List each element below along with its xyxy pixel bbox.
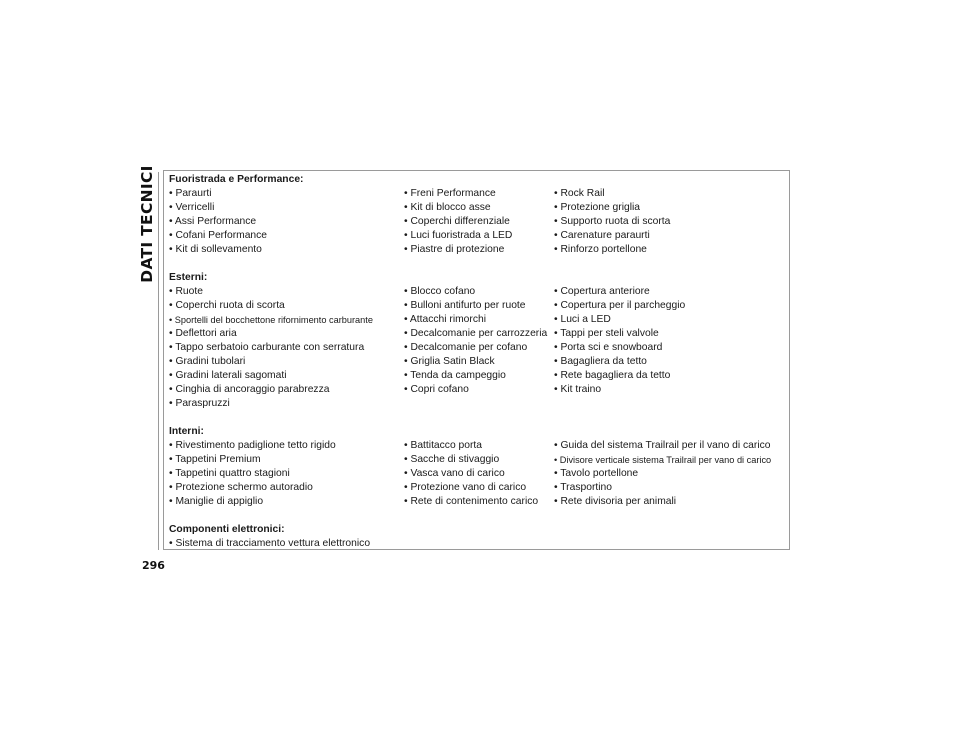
list-item: • Piastre di protezione <box>404 244 505 255</box>
accessories-box <box>163 170 790 550</box>
list-item: • Protezione schermo autoradio <box>169 482 313 493</box>
list-row <box>169 341 785 355</box>
list-item: • Tavolo portellone <box>554 468 639 479</box>
list-item: • Tenda da campeggio <box>404 370 506 381</box>
list-item: • Kit di sollevamento <box>169 244 262 255</box>
list-item: • Sportelli del bocchettone rifornimento carburante <box>169 315 373 325</box>
list-row <box>169 383 785 397</box>
list-item: • Tappetini Premium <box>169 454 261 465</box>
list-item: • Paraspruzzi <box>169 398 230 409</box>
list-item: • Decalcomanie per carrozzeria <box>404 328 548 339</box>
list-row <box>169 327 785 341</box>
section-title: Interni: <box>169 426 204 437</box>
page-number: 296 <box>142 559 165 572</box>
list-row <box>169 215 785 229</box>
list-item: • Deflettori aria <box>169 328 237 339</box>
list-item: • Verricelli <box>169 202 215 213</box>
list-item: • Vasca vano di carico <box>404 468 505 479</box>
list-item: • Decalcomanie per cofano <box>404 342 528 353</box>
list-row <box>169 313 785 327</box>
side-divider <box>158 172 159 550</box>
section-fuoristrada-e-performance <box>169 173 785 257</box>
section-side-tab <box>138 165 156 283</box>
list-item: • Tappi per steli valvole <box>554 328 659 339</box>
list-item: • Tappetini quattro stagioni <box>169 468 290 479</box>
section-title: Esterni: <box>169 272 208 283</box>
section-esterni <box>169 271 785 411</box>
list-item: • Luci a LED <box>554 314 611 325</box>
list-item: • Cofani Performance <box>169 230 268 241</box>
list-row <box>169 201 785 215</box>
list-item: • Freni Performance <box>404 188 496 199</box>
list-item: • Protezione vano di carico <box>404 482 527 493</box>
list-item: • Rock Rail <box>554 188 605 199</box>
list-item: • Bagagliera da tetto <box>554 356 647 367</box>
list-item: • Copertura per il parcheggio <box>554 300 686 311</box>
list-row <box>169 537 785 551</box>
list-row <box>169 453 785 467</box>
list-row <box>169 369 785 383</box>
list-row <box>169 243 785 257</box>
list-item: • Cinghia di ancoraggio parabrezza <box>169 384 330 395</box>
list-item: • Coperchi ruota di scorta <box>169 300 285 311</box>
list-item <box>554 397 784 411</box>
list-row <box>169 397 785 411</box>
list-item: • Blocco cofano <box>404 286 476 297</box>
list-item: • Kit traino <box>554 384 602 395</box>
list-item: • Coperchi differenziale <box>404 216 510 227</box>
list-item: • Porta sci e snowboard <box>554 342 663 353</box>
list-item: • Trasportino <box>554 482 612 493</box>
list-item: • Maniglie di appiglio <box>169 496 264 507</box>
list-item: • Rivestimento padiglione tetto rigido <box>169 440 336 451</box>
list-row <box>169 355 785 369</box>
list-item: • Rinforzo portellone <box>554 244 647 255</box>
section-interni <box>169 425 785 509</box>
list-item: • Assi Performance <box>169 216 257 227</box>
list-row <box>169 299 785 313</box>
list-item <box>404 397 554 411</box>
list-row <box>169 229 785 243</box>
list-item: • Griglia Satin Black <box>404 356 495 367</box>
list-row <box>169 285 785 299</box>
list-item: • Protezione griglia <box>554 202 641 213</box>
list-row <box>169 481 785 495</box>
list-item: • Guida del sistema Trailrail per il vano di carico <box>554 440 771 451</box>
list-item <box>404 537 554 551</box>
list-row <box>169 495 785 509</box>
list-item: • Bulloni antifurto per ruote <box>404 300 526 311</box>
list-item: • Carenature paraurti <box>554 230 650 241</box>
list-item: • Gradini laterali sagomati <box>169 370 287 381</box>
section-title: Componenti elettronici: <box>169 524 285 535</box>
list-item: • Rete di contenimento carico <box>404 496 539 507</box>
accessory-sections <box>169 173 785 565</box>
list-item: • Sacche di stivaggio <box>404 454 500 465</box>
list-item: • Copertura anteriore <box>554 286 650 297</box>
list-item: • Rete bagagliera da tetto <box>554 370 671 381</box>
side-tab-label: DATI TECNICI <box>138 165 156 283</box>
list-row <box>169 439 785 453</box>
list-item: • Copri cofano <box>404 384 469 395</box>
list-item: • Kit di blocco asse <box>404 202 491 213</box>
list-item: • Paraurti <box>169 188 212 199</box>
list-item: • Divisore verticale sistema Trailrail per vano di carico <box>554 455 772 465</box>
list-item: • Battitacco porta <box>404 440 483 451</box>
list-item: • Luci fuoristrada a LED <box>404 230 513 241</box>
list-item: • Sistema di tracciamento vettura elettronico <box>169 538 371 549</box>
section-componenti-elettronici <box>169 523 785 551</box>
list-item: • Tappo serbatoio carburante con serratura <box>169 342 365 353</box>
list-item: • Supporto ruota di scorta <box>554 216 671 227</box>
list-row <box>169 467 785 481</box>
list-item: • Gradini tubolari <box>169 356 246 367</box>
list-item: • Ruote <box>169 286 203 297</box>
section-title: Fuoristrada e Performance: <box>169 174 304 185</box>
list-item <box>554 537 784 551</box>
list-item: • Rete divisoria per animali <box>554 496 677 507</box>
list-item: • Attacchi rimorchi <box>404 314 486 325</box>
list-row <box>169 187 785 201</box>
